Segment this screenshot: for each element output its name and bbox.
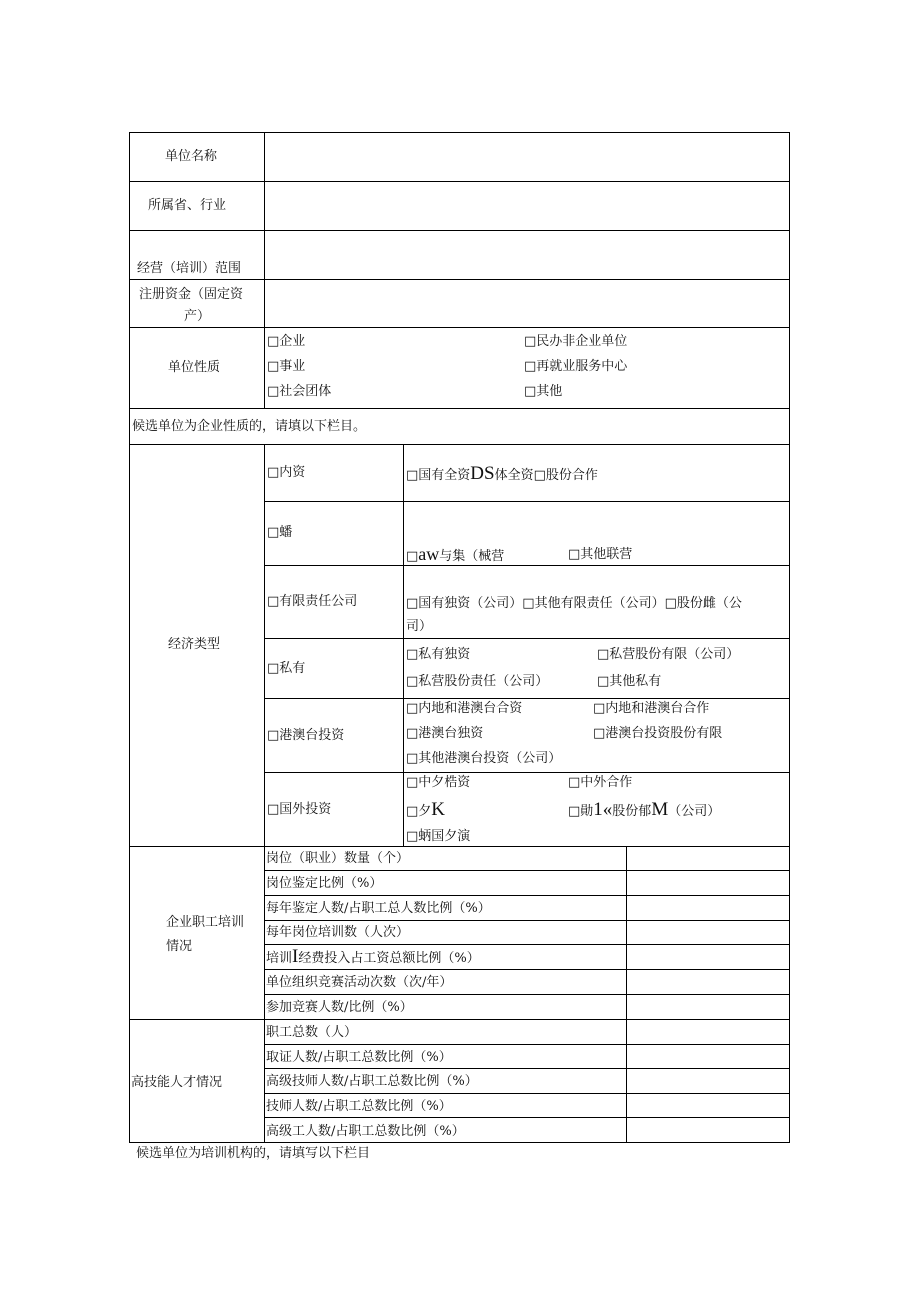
private-suboption-2[interactable]: □私营股份有限（公司） — [597, 647, 740, 662]
talent-row-label: 高级技师人数/占职工总数比例（%） — [266, 1074, 478, 1089]
nature-option-reemployment[interactable]: □再就业服务中心 — [524, 359, 628, 374]
talent-value-field[interactable] — [627, 1094, 789, 1117]
training-value-field[interactable] — [627, 896, 789, 920]
hkmt-suboption-3[interactable]: □港澳台独资 — [406, 726, 484, 741]
joint-suboption-1-text: 与集（械营 — [439, 549, 505, 564]
joint-suboption-1[interactable] — [406, 546, 504, 565]
nature-label: 单位性质 — [168, 360, 221, 375]
training-row-label: 单位组织竞赛活动次数（次/年） — [266, 975, 453, 990]
training-row-label-funding-text: 经费投入占工资总额比例（%） — [298, 951, 480, 966]
foreign-suboption-1[interactable]: □中夕梏资 — [406, 775, 471, 790]
training-value-field[interactable] — [627, 847, 789, 870]
nature-option-private-nonenterprise[interactable]: □民办非企业单位 — [524, 334, 628, 349]
table-border-left — [129, 132, 130, 1143]
hkmt-suboption-4[interactable]: □港澳台投资股份有限 — [593, 726, 723, 741]
economy-private-option[interactable]: □私有 — [267, 661, 306, 676]
domestic-suboptions[interactable] — [406, 463, 598, 484]
economy-llc-option[interactable]: □有限责任公司 — [267, 594, 358, 609]
training-row-label-funding — [266, 946, 480, 967]
province-industry-field[interactable] — [265, 182, 789, 230]
nature-option-other[interactable]: □其他 — [524, 384, 563, 399]
foreign-suboption-4[interactable] — [568, 799, 721, 820]
row-divider — [264, 772, 790, 773]
joint-suboption-1-box: □ — [406, 549, 419, 564]
talent-label: 高技能人才情况 — [131, 1075, 223, 1090]
domestic-suboption-b: 体全资□股份合作 — [494, 468, 598, 483]
joint-suboption-2[interactable]: □其他联营 — [568, 547, 633, 562]
economy-domestic-option[interactable]: □内资 — [267, 465, 306, 480]
talent-value-field[interactable] — [627, 1020, 789, 1044]
training-value-field[interactable] — [627, 970, 789, 994]
domestic-suboption-a: □国有全资 — [406, 468, 471, 483]
training-row-label: 参加竞赛人数/比例（%） — [266, 1000, 413, 1015]
row-divider — [264, 501, 790, 502]
unit-name-field[interactable] — [265, 133, 789, 181]
training-value-field[interactable] — [627, 921, 789, 944]
training-value-field[interactable] — [627, 995, 789, 1019]
training-row-label: 岗位（职业）数量（个） — [266, 851, 410, 866]
talent-row-label: 职工总数（人） — [266, 1025, 358, 1040]
nature-option-enterprise[interactable]: □企业 — [267, 334, 306, 349]
nature-option-institution[interactable]: □事业 — [267, 359, 306, 374]
row-divider — [264, 638, 790, 639]
foreign-suboption-3-big: K — [431, 799, 446, 820]
foreign-suboption-4-big2: M — [651, 799, 669, 820]
economy-hkmt-option[interactable]: □港澳台投资 — [267, 728, 345, 743]
foreign-suboption-3-text: □夕 — [406, 804, 432, 819]
col-divider — [264, 444, 265, 1143]
unit-name-label: 单位名称 — [165, 149, 218, 164]
foreign-suboption-4-suffix: （公司） — [668, 804, 721, 819]
training-row-label: 岗位鉴定比例（%） — [266, 876, 383, 891]
foreign-suboption-5[interactable]: □蛃国夕演 — [406, 829, 471, 844]
capital-field[interactable] — [265, 280, 789, 327]
row-divider — [129, 327, 790, 328]
row-divider — [129, 444, 790, 445]
domestic-suboption-big: DS — [470, 463, 495, 484]
economy-foreign-option[interactable]: □国外投资 — [267, 802, 332, 817]
business-scope-label: 经营（培训）范围 — [137, 261, 242, 276]
training-label-line2: 情况 — [166, 939, 193, 954]
private-suboption-4[interactable]: □其他私有 — [597, 674, 662, 689]
hkmt-suboption-1[interactable]: □内地和港澳台合资 — [406, 701, 523, 716]
table-border-bottom — [129, 1142, 790, 1143]
private-suboption-3[interactable]: □私营股份责任（公司） — [406, 674, 549, 689]
llc-suboptions-line1[interactable]: □国有独资（公司）□其他有限责任（公司）□股份雌（公 — [406, 596, 742, 611]
talent-value-field[interactable] — [627, 1045, 789, 1068]
training-value-field[interactable] — [627, 871, 789, 895]
talent-row-label: 高级工人数/占职工总数比例（%） — [266, 1124, 465, 1139]
foreign-suboption-3[interactable] — [406, 799, 446, 820]
talent-value-field[interactable] — [627, 1118, 789, 1142]
business-scope-field[interactable] — [265, 231, 789, 279]
training-row-label: 每年鉴定人数/占职工总人数比例（%） — [266, 901, 491, 916]
province-industry-label: 所属省、行业 — [148, 198, 227, 213]
foreign-suboption-2[interactable]: □中外合作 — [568, 775, 633, 790]
enterprise-note: 候选单位为企业性质的，请填以下栏目。 — [132, 419, 367, 434]
training-row-label-funding-big: I — [292, 946, 299, 967]
foreign-suboption-4-text: □勛 — [568, 804, 594, 819]
training-value-field[interactable] — [627, 945, 789, 969]
hkmt-suboption-2[interactable]: □内地和港澳台合作 — [593, 701, 710, 716]
capital-label-line1: 注册资金（固定资 — [139, 287, 244, 302]
joint-suboption-1-big: aw — [418, 544, 440, 564]
training-row-label: 每年岗位培训数（人次） — [266, 925, 410, 940]
economy-type-label: 经济类型 — [168, 637, 221, 652]
training-institution-note: 候选单位为培训机构的，请填写以下栏目 — [136, 1146, 371, 1161]
economy-joint-option[interactable]: □蟠 — [267, 525, 293, 540]
talent-row-label: 技师人数/占职工总数比例（%） — [266, 1099, 452, 1114]
col-divider — [403, 444, 404, 846]
private-suboption-1[interactable]: □私有独资 — [406, 647, 471, 662]
training-label-line1: 企业职工培训 — [166, 915, 245, 930]
talent-row-label: 取证人数/占职工总数比例（%） — [266, 1050, 452, 1065]
hkmt-suboption-5[interactable]: □其他港澳台投资（公司） — [406, 751, 562, 766]
foreign-suboption-4-big1: 1« — [593, 799, 613, 820]
nature-option-social[interactable]: □社会团体 — [267, 384, 332, 399]
foreign-suboption-4-mid: 股份郁 — [612, 804, 652, 819]
row-divider — [264, 565, 790, 566]
row-divider — [264, 698, 790, 699]
capital-label-line2: 产） — [184, 309, 211, 324]
llc-suboptions-line2: 司） — [406, 619, 433, 634]
row-divider — [129, 408, 790, 409]
talent-value-field[interactable] — [627, 1069, 789, 1093]
training-row-label-funding-prefix: 培训 — [266, 951, 293, 966]
